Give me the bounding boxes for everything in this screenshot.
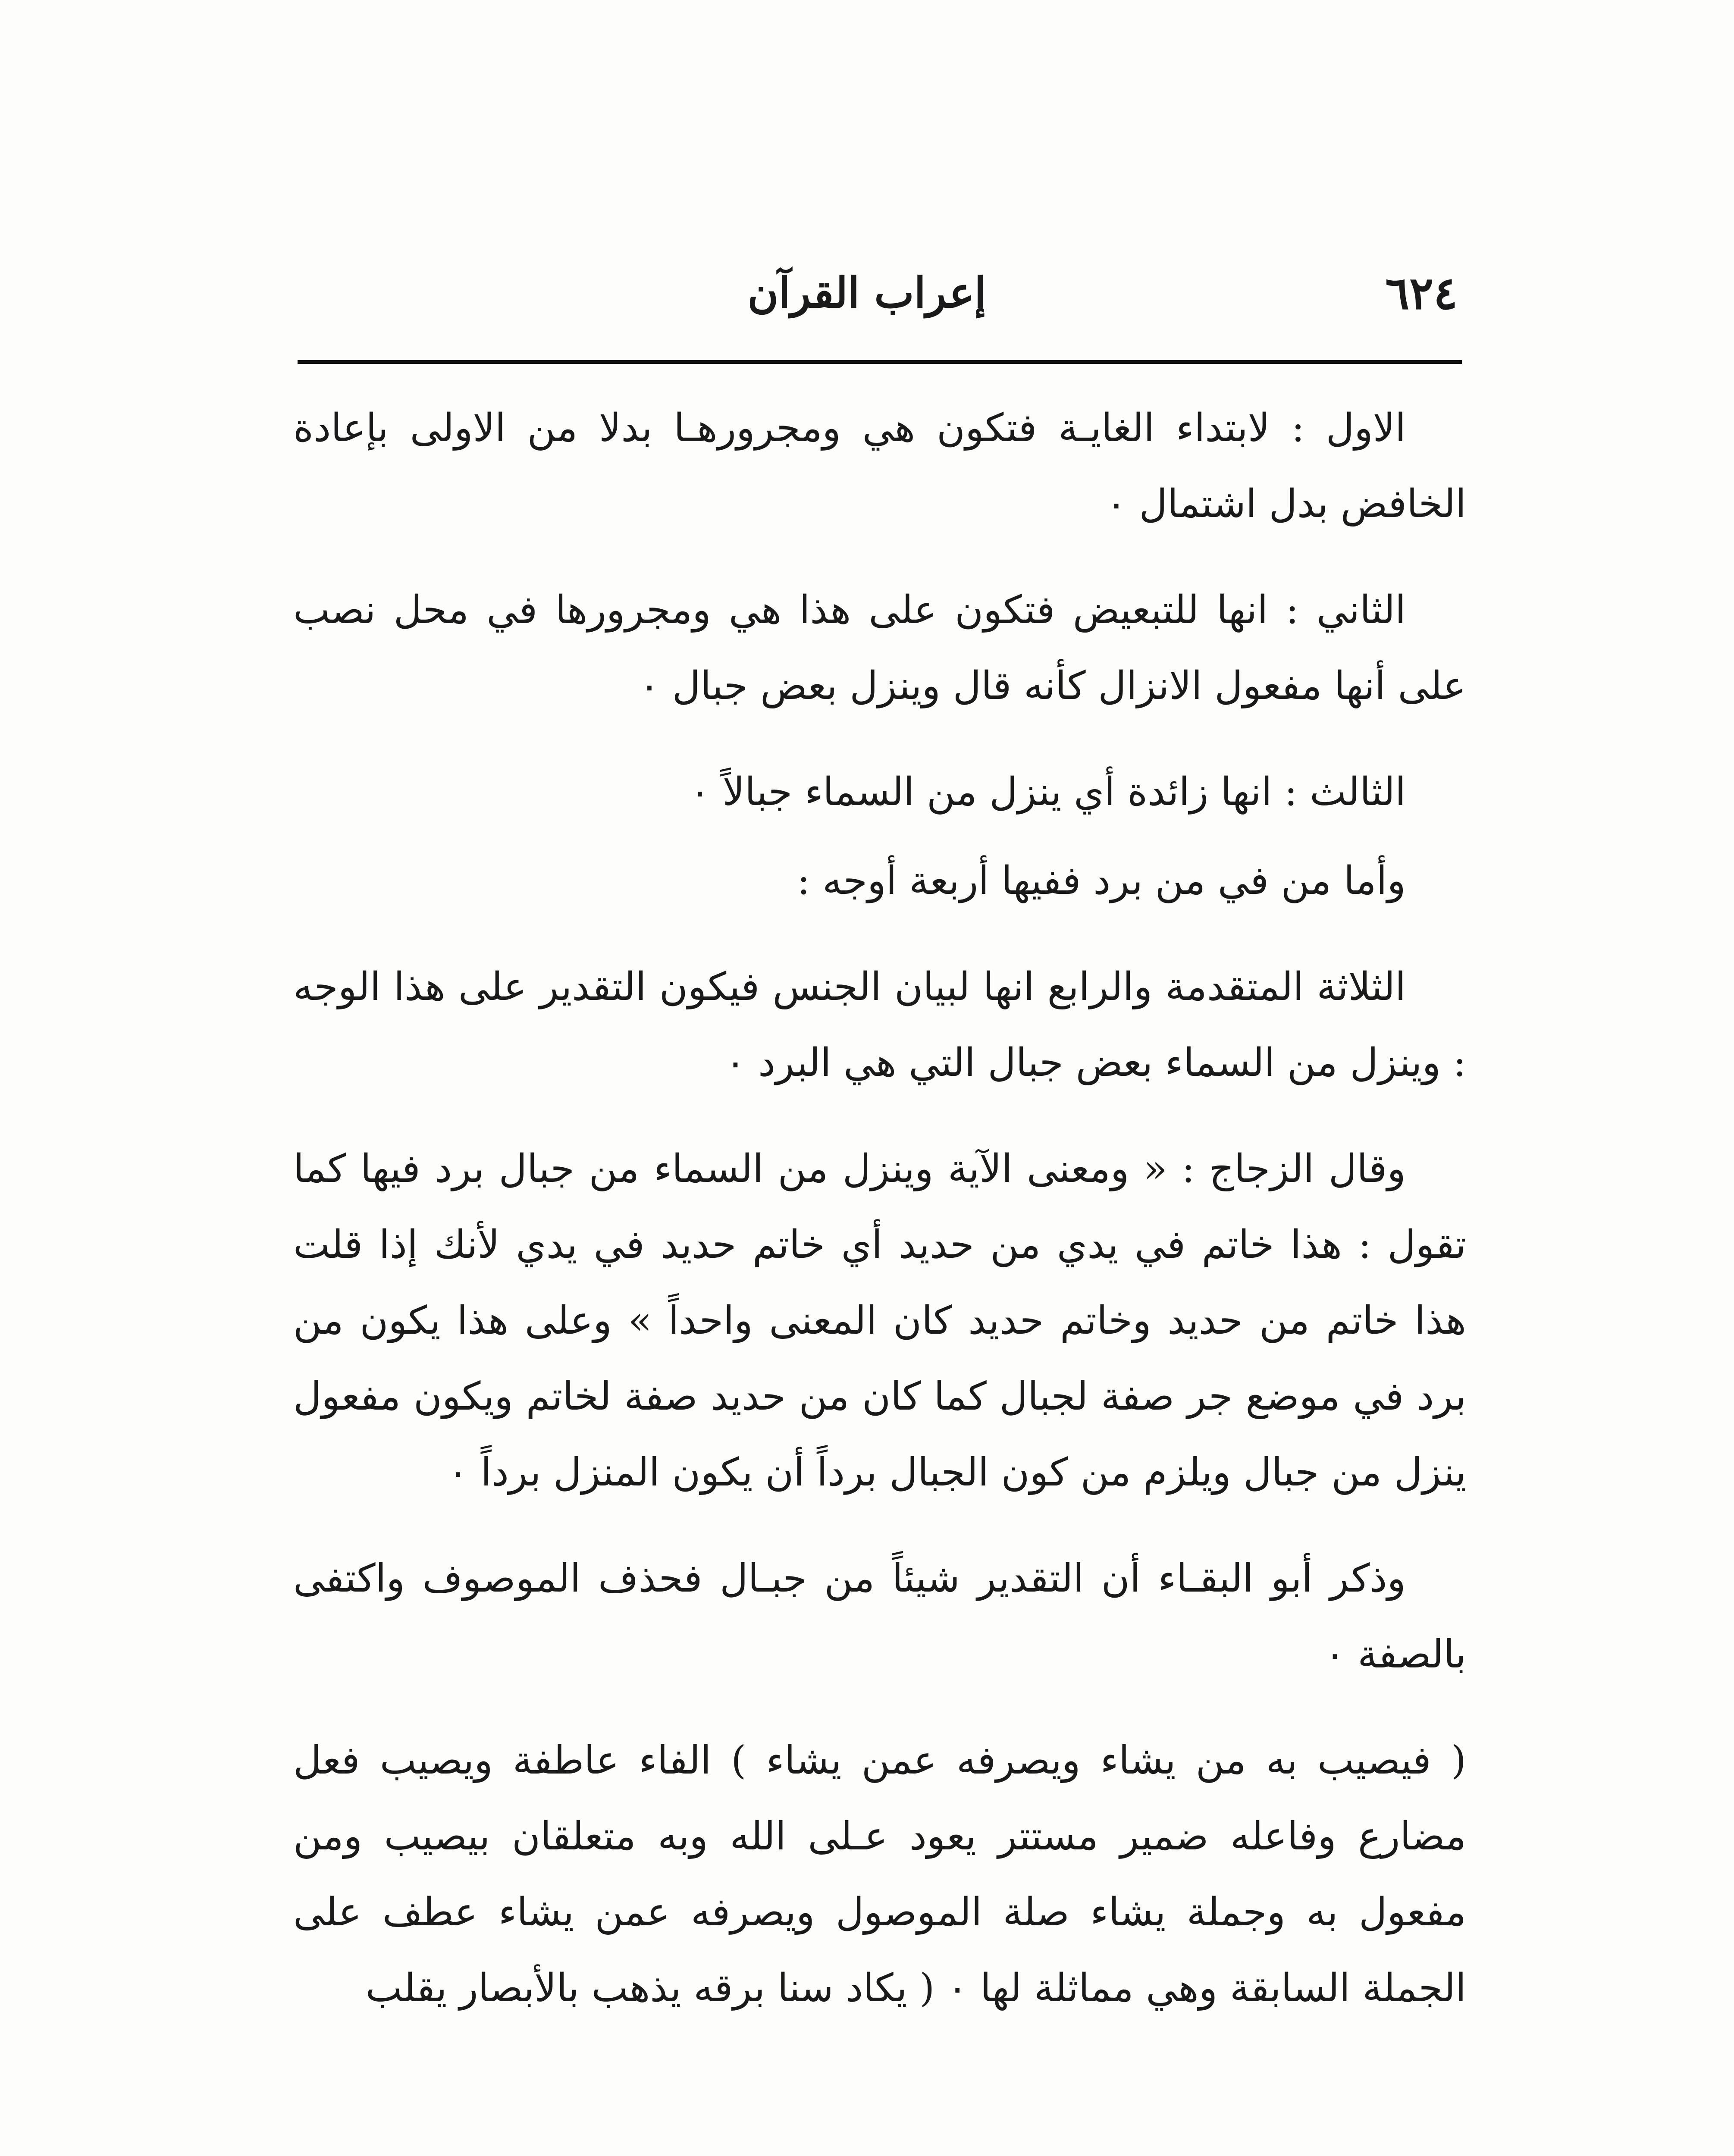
paragraph-verse-analysis: ( فيصيب به من يشاء ويصرفه عمن يشاء ) الفاء عاطفة ويصيب فعل مضارع وفاعله ضمير مستتر يعود عـلى الله وبه متعلقان بيصيب ومن مفعول به وجملة يشاء صلة الموصول ويصرفه عمن يشاء عطف على الجملة السابقة وهي مماثلة لها ٠ ( يكاد سنا برقه يذهب بالأبصار يقلب (293, 1738, 1466, 2011)
page-number: ٦٢٤ (1385, 266, 1458, 320)
paragraph-three-preceding: الثلاثة المتقدمة والرابع انها لبيان الجنس فيكون التقدير على هذا الوجه : وينزل من السماء بعض جبال التي هي البرد ٠ (293, 964, 1466, 1085)
paragraph-second-meaning: الثاني : انها للتبعيض فتكون على هذا هي ومجرورها في محل نصب على أنها مفعول الانزال كأنه قال وينزل بعض جبال ٠ (293, 587, 1466, 708)
paragraph-four-aspects: وأما من في من برد ففيها أربعة أوجه : (797, 858, 1406, 903)
paragraph-zajjaj: وقال الزجاج : « ومعنى الآية وينزل من السماء من جبال برد فيها كما تقول : هذا خاتم في يدي من حديد أي خاتم حديد في يدي لأنك إذا قلت هذا خاتم من حديد وخاتم حديد كان المعنى واحداً » وعلى هذا يكون من برد في موضع جر صفة لجبال كما كان من حديد صفة لخاتم ويكون مفعول ينزل من جبال ويلزم من كون الجبال برداً أن يكون المنزل برداً ٠ (293, 1146, 1466, 1495)
paragraph-first-meaning: الاول : لابتداء الغايـة فتكون هي ومجرورهـا بدلا من الاولى بإعادة الخافض بدل اشتمال ٠ (293, 405, 1466, 526)
header-rule (298, 360, 1462, 364)
paragraph-abu-al-baqa: وذكر أبو البقـاء أن التقدير شيئاً من جبـال فحذف الموصوف واكتفى بالصفة ٠ (293, 1556, 1466, 1677)
running-title: إعراب القرآن (747, 268, 986, 318)
paragraph-third-meaning: الثالث : انها زائدة أي ينزل من السماء جبالاً ٠ (689, 769, 1406, 815)
page-header (276, 259, 1458, 328)
body-text (293, 390, 1466, 2056)
